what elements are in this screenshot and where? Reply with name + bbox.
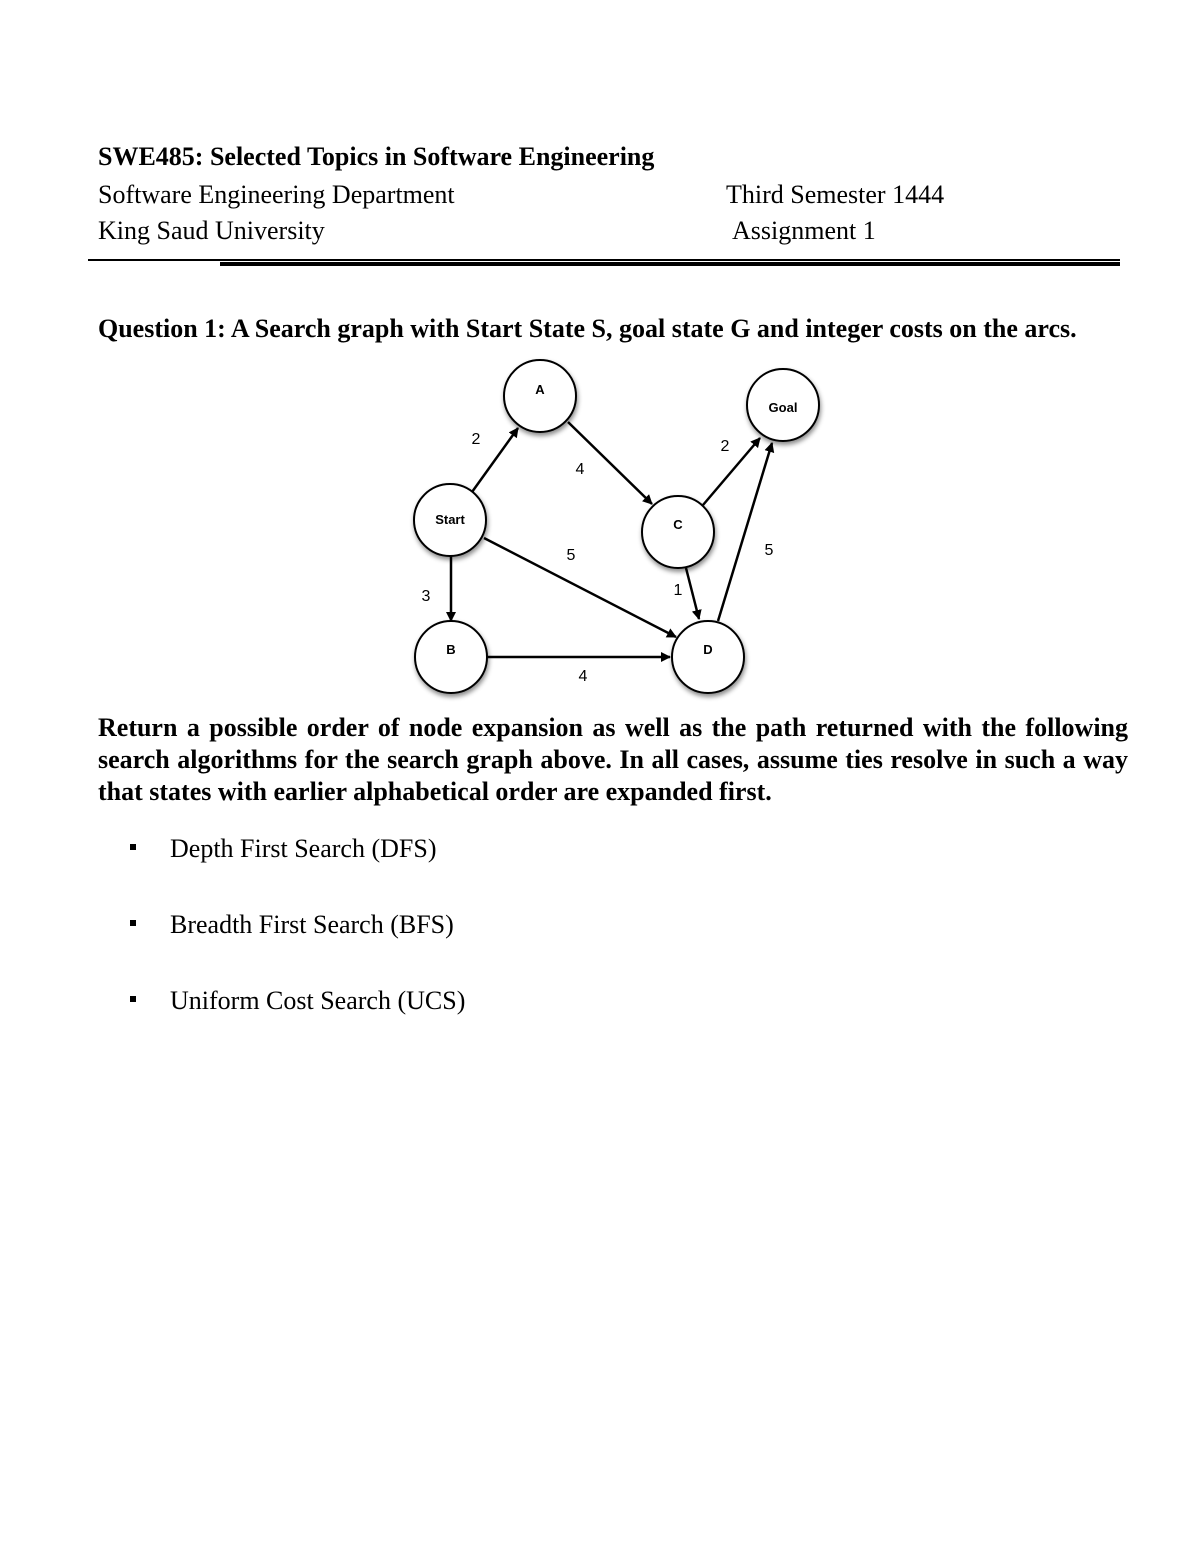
edge-cost-start-d: 5 [566, 547, 576, 564]
node-goal [747, 369, 819, 441]
edge-cost-start-b: 3 [421, 588, 431, 605]
course-title: SWE485: Selected Topics in Software Engineering [98, 142, 655, 171]
edge-cost-c-d: 1 [673, 582, 683, 599]
node-d [672, 621, 744, 693]
bullet-icon [130, 920, 136, 926]
algorithm-bfs: Breadth First Search (BFS) [170, 910, 454, 939]
node-c-label: C [673, 517, 683, 532]
bullet-icon [130, 844, 136, 850]
edge-d-goal [718, 443, 772, 621]
question-title: Question 1: A Search graph with Start State S, goal state G and integer costs on the arcs. [98, 314, 1077, 343]
edge-c-d [686, 568, 699, 619]
question-instructions: Return a possible order of node expansion as well as the path returned with the following search algorithms for the search graph above. In all cases, assume ties resolve in such a way that states with earlier alphabetical order are expanded first. [98, 713, 1128, 806]
node-a [504, 360, 576, 432]
node-c [642, 496, 714, 568]
header-divider [88, 259, 1120, 261]
semester-label: Third Semester 1444 [726, 180, 945, 209]
edge-start-d [484, 538, 676, 637]
algorithm-dfs: Depth First Search (DFS) [170, 834, 437, 863]
edge-cost-c-goal: 2 [720, 438, 730, 455]
node-d-label: D [703, 642, 713, 657]
node-start [414, 484, 486, 556]
algorithm-ucs: Uniform Cost Search (UCS) [170, 986, 466, 1015]
search-graph-diagram [400, 355, 840, 705]
assignment-label: Assignment 1 [732, 216, 876, 245]
university-name: King Saud University [98, 216, 325, 245]
department-name: Software Engineering Department [98, 180, 455, 209]
bullet-icon [130, 996, 136, 1002]
node-a-label: A [535, 382, 545, 397]
node-b-label: B [446, 642, 456, 657]
node-b [415, 621, 487, 693]
node-goal-label: Goal [768, 400, 798, 415]
edge-cost-start-a: 2 [471, 431, 481, 448]
edge-c-goal [703, 438, 760, 505]
node-start-label: Start [435, 512, 465, 527]
edge-cost-d-goal: 5 [764, 542, 774, 559]
header-divider-thick [220, 262, 1120, 266]
edge-cost-a-c: 4 [575, 461, 585, 478]
edge-cost-b-d: 4 [578, 668, 588, 685]
